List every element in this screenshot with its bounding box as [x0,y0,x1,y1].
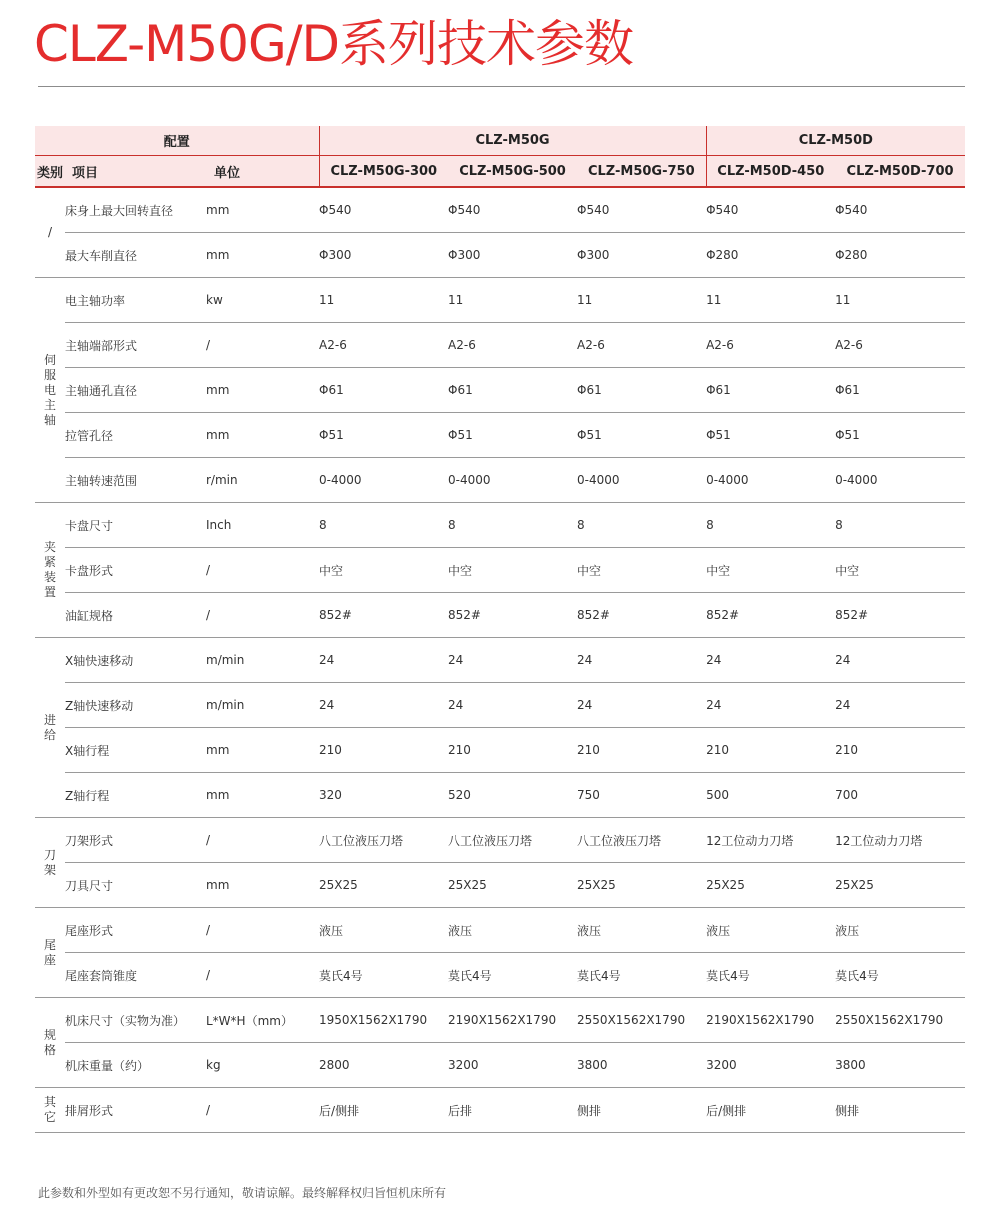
value-cell: A2-6 [319,323,448,368]
value-cell: Φ51 [835,413,965,458]
footnote: 此参数和外型如有更改恕不另行通知，敬请谅解。最终解释权归旨恒机床所有 [38,1186,447,1200]
value-cell: Φ280 [835,233,965,278]
table-row [35,233,965,278]
category-cell [35,998,65,1088]
value-cell: 25X25 [577,863,706,908]
unit-cell: / [206,593,319,638]
unit-cell: Inch [206,503,319,548]
category-cell [35,187,65,278]
value-cell: 24 [835,683,965,728]
value-cell: 750 [577,773,706,818]
item-cell: 主轴转速范围 [65,458,206,503]
value-cell: 莫氏4号 [319,953,448,998]
item-cell: 主轴通孔直径 [65,368,206,413]
value-cell: 八工位液压刀塔 [448,818,577,863]
value-cell: Φ61 [577,368,706,413]
table-row [35,773,965,818]
header-model: CLZ-M50G-750 [577,156,706,188]
unit-cell: mm [206,187,319,233]
value-cell: Φ51 [577,413,706,458]
value-cell: A2-6 [835,323,965,368]
table-row [35,863,965,908]
value-cell: 中空 [835,548,965,593]
value-cell: 24 [835,638,965,683]
value-cell: A2-6 [577,323,706,368]
value-cell: 八工位液压刀塔 [319,818,448,863]
category-cell [35,1088,65,1133]
value-cell: 11 [448,278,577,323]
value-cell: Φ61 [706,368,835,413]
title-divider [38,86,965,87]
value-cell: 3200 [448,1043,577,1088]
value-cell: 520 [448,773,577,818]
table-row [35,368,965,413]
value-cell: 852# [448,593,577,638]
value-cell: 2190X1562X1790 [706,998,835,1043]
value-cell: Φ540 [577,187,706,233]
item-cell: 机床尺寸（实物为准） [65,998,206,1043]
value-cell: 2550X1562X1790 [577,998,706,1043]
item-cell: 尾座套筒锥度 [65,953,206,998]
value-cell: Φ61 [448,368,577,413]
category-cell [35,503,65,638]
value-cell: 1950X1562X1790 [319,998,448,1043]
unit-cell: / [206,818,319,863]
unit-cell: m/min [206,638,319,683]
header-item: 项目 [65,156,206,188]
spec-table [35,126,965,1133]
item-cell: Z轴快速移动 [65,683,206,728]
value-cell: 8 [706,503,835,548]
item-cell: 主轴端部形式 [65,323,206,368]
header-model: CLZ-M50G-500 [448,156,577,188]
unit-cell: kw [206,278,319,323]
value-cell: 25X25 [835,863,965,908]
value-cell: 液压 [319,908,448,953]
unit-cell: m/min [206,683,319,728]
unit-cell: mm [206,863,319,908]
value-cell: 3800 [835,1043,965,1088]
value-cell: 700 [835,773,965,818]
value-cell: 0-4000 [319,458,448,503]
value-cell: 12工位动力刀塔 [835,818,965,863]
table-row [35,728,965,773]
header-config: 配置 [35,126,319,156]
category-label: / [47,225,53,239]
value-cell: 八工位液压刀塔 [577,818,706,863]
value-cell: 液压 [706,908,835,953]
table-row [35,458,965,503]
value-cell: 莫氏4号 [577,953,706,998]
value-cell: 11 [319,278,448,323]
value-cell: 500 [706,773,835,818]
header-model: CLZ-M50G-300 [319,156,448,188]
unit-cell: r/min [206,458,319,503]
item-cell: X轴行程 [65,728,206,773]
value-cell: 210 [835,728,965,773]
value-cell: 莫氏4号 [706,953,835,998]
value-cell: 24 [448,638,577,683]
unit-cell: / [206,908,319,953]
item-cell: Z轴行程 [65,773,206,818]
item-cell: 拉管孔径 [65,413,206,458]
item-cell: X轴快速移动 [65,638,206,683]
value-cell: 0-4000 [835,458,965,503]
category-cell [35,638,65,818]
value-cell: A2-6 [706,323,835,368]
table-row [35,1088,965,1133]
category-label: 伺服电主轴 [43,352,56,427]
value-cell: 852# [706,593,835,638]
table-row [35,953,965,998]
category-label: 刀架 [43,847,56,877]
page-title: CLZ-M50G/D系列技术参数 [34,15,634,73]
item-cell: 最大车削直径 [65,233,206,278]
value-cell: 中空 [706,548,835,593]
item-cell: 刀架形式 [65,818,206,863]
value-cell: 210 [577,728,706,773]
value-cell: Φ51 [706,413,835,458]
value-cell: 852# [835,593,965,638]
item-cell: 机床重量（约） [65,1043,206,1088]
value-cell: 2800 [319,1043,448,1088]
value-cell: Φ300 [319,233,448,278]
table-row [35,638,965,683]
value-cell: 侧排 [835,1088,965,1133]
value-cell: 852# [577,593,706,638]
value-cell: 中空 [319,548,448,593]
table-row [35,593,965,638]
value-cell: 320 [319,773,448,818]
header-model: CLZ-M50D-700 [835,156,965,188]
value-cell: Φ540 [448,187,577,233]
table-row [35,548,965,593]
value-cell: 24 [706,683,835,728]
table-row [35,1043,965,1088]
value-cell: 0-4000 [706,458,835,503]
value-cell: 后排 [448,1088,577,1133]
category-label: 规格 [43,1027,56,1057]
item-cell: 尾座形式 [65,908,206,953]
value-cell: 莫氏4号 [835,953,965,998]
value-cell: 液压 [448,908,577,953]
table-row [35,323,965,368]
unit-cell: L*W*H（mm） [206,998,319,1043]
table-row [35,187,965,233]
item-cell: 刀具尺寸 [65,863,206,908]
header-category: 类别 [35,156,65,188]
header-unit: 单位 [206,156,319,188]
value-cell: 2550X1562X1790 [835,998,965,1043]
value-cell: Φ300 [448,233,577,278]
value-cell: 2190X1562X1790 [448,998,577,1043]
value-cell: 8 [835,503,965,548]
value-cell: Φ61 [319,368,448,413]
value-cell: Φ280 [706,233,835,278]
value-cell: 侧排 [577,1088,706,1133]
item-cell: 油缸规格 [65,593,206,638]
value-cell: 11 [577,278,706,323]
unit-cell: / [206,953,319,998]
item-cell: 排屑形式 [65,1088,206,1133]
value-cell: Φ540 [835,187,965,233]
value-cell: 8 [319,503,448,548]
header-model: CLZ-M50D-450 [706,156,835,188]
category-label: 尾座 [43,937,56,967]
unit-cell: / [206,1088,319,1133]
value-cell: 液压 [835,908,965,953]
value-cell: 中空 [448,548,577,593]
value-cell: 8 [577,503,706,548]
value-cell: Φ51 [448,413,577,458]
value-cell: 24 [577,638,706,683]
table-row [35,683,965,728]
value-cell: 8 [448,503,577,548]
unit-cell: mm [206,233,319,278]
category-cell [35,818,65,908]
value-cell: 11 [706,278,835,323]
value-cell: 后/侧排 [319,1088,448,1133]
value-cell: 0-4000 [448,458,577,503]
value-cell: Φ61 [835,368,965,413]
item-cell: 卡盘尺寸 [65,503,206,548]
value-cell: Φ51 [319,413,448,458]
unit-cell: / [206,323,319,368]
unit-cell: mm [206,773,319,818]
table-row [35,908,965,953]
item-cell: 卡盘形式 [65,548,206,593]
value-cell: 0-4000 [577,458,706,503]
value-cell: Φ300 [577,233,706,278]
value-cell: 25X25 [319,863,448,908]
value-cell: 210 [448,728,577,773]
value-cell: A2-6 [448,323,577,368]
value-cell: 25X25 [448,863,577,908]
value-cell: 12工位动力刀塔 [706,818,835,863]
table-row [35,503,965,548]
header-group-d: CLZ-M50D [706,126,965,156]
value-cell: 莫氏4号 [448,953,577,998]
value-cell: 25X25 [706,863,835,908]
table-row [35,278,965,323]
value-cell: 3800 [577,1043,706,1088]
unit-cell: kg [206,1043,319,1088]
value-cell: Φ540 [706,187,835,233]
category-cell [35,908,65,998]
category-label: 其它 [43,1095,56,1124]
value-cell: 210 [319,728,448,773]
unit-cell: mm [206,413,319,458]
item-cell: 床身上最大回转直径 [65,187,206,233]
value-cell: 24 [706,638,835,683]
value-cell: 24 [577,683,706,728]
value-cell: 24 [319,683,448,728]
category-label: 夹紧装置 [43,540,56,599]
item-cell: 电主轴功率 [65,278,206,323]
value-cell: 210 [706,728,835,773]
unit-cell: mm [206,368,319,413]
table-row [35,413,965,458]
value-cell: 液压 [577,908,706,953]
unit-cell: / [206,548,319,593]
unit-cell: mm [206,728,319,773]
value-cell: 11 [835,278,965,323]
value-cell: Φ540 [319,187,448,233]
value-cell: 中空 [577,548,706,593]
category-cell [35,278,65,503]
value-cell: 24 [319,638,448,683]
header-group-g: CLZ-M50G [319,126,706,156]
table-row [35,998,965,1043]
table-row [35,818,965,863]
value-cell: 后/侧排 [706,1088,835,1133]
value-cell: 852# [319,593,448,638]
category-label: 进给 [43,712,56,742]
value-cell: 3200 [706,1043,835,1088]
value-cell: 24 [448,683,577,728]
